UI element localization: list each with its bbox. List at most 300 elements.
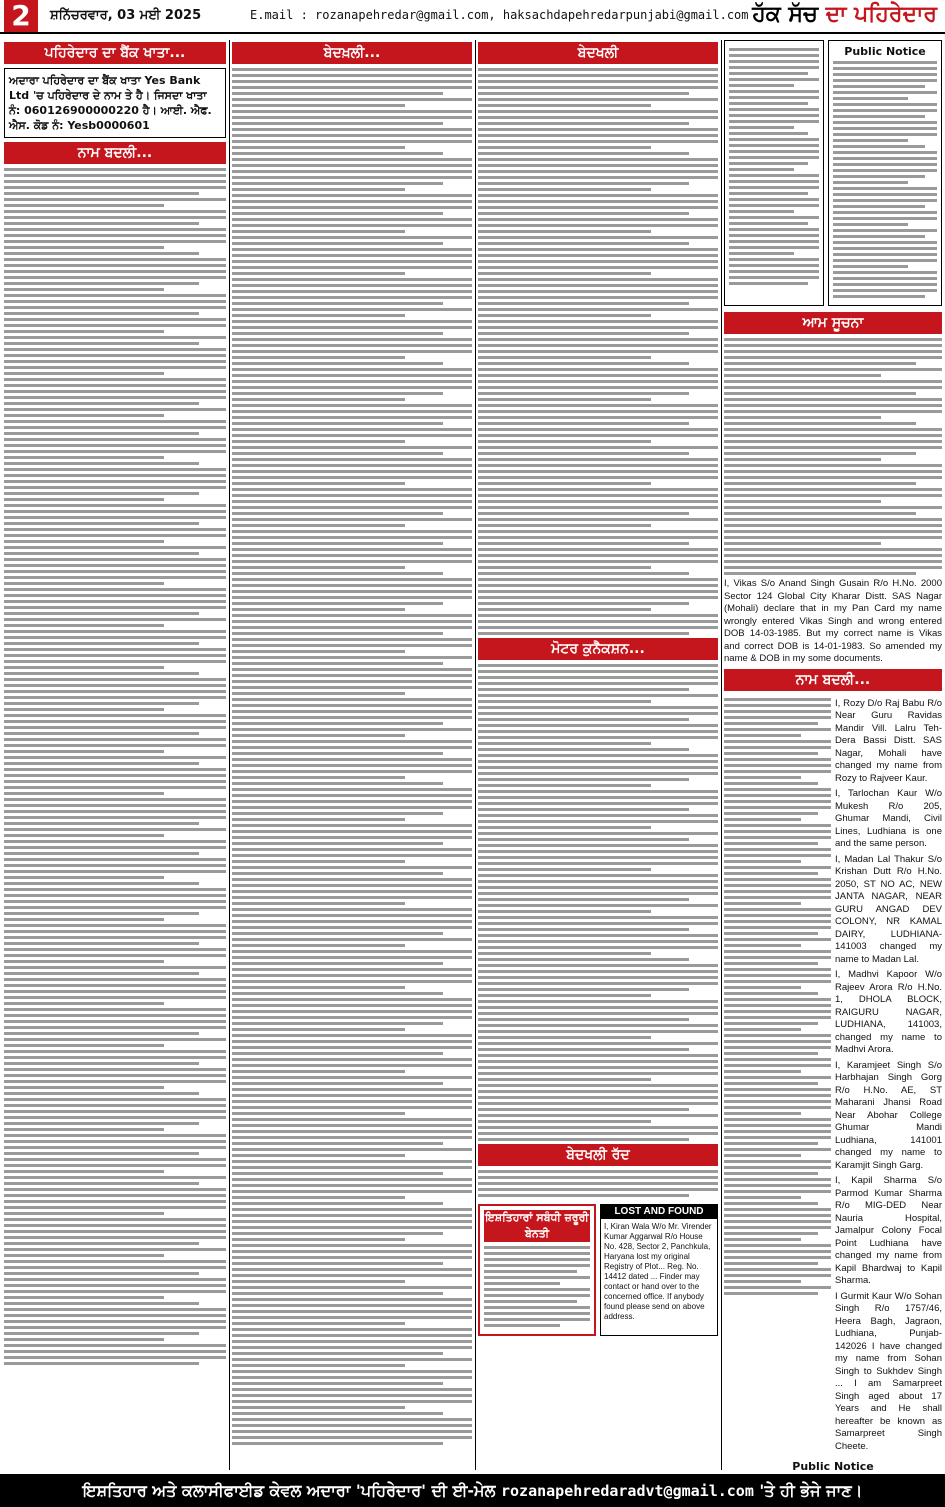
text-line <box>478 590 718 593</box>
text-line <box>232 662 443 665</box>
text-line <box>724 1256 831 1259</box>
text-line <box>478 904 718 907</box>
text-line <box>833 205 925 208</box>
text-line <box>4 630 226 633</box>
text-line <box>4 654 226 657</box>
text-line <box>478 892 718 895</box>
text-line <box>478 988 689 991</box>
text-line <box>4 990 226 993</box>
english-notice: I Gurmit Kaur W/o Sohan Singh R/o 1757/46, Heera Bagh, Jagraon, Ludhiana, Punjab-142026 I have changed my name from Sohan Singh to Sukhdev Singh ... I am Samarpreet Singh aged about 17 Years and He shall hereafter be known as Samarpreet Singh Cheete. <box>835 1290 942 1452</box>
public-notice-title: Public Notice <box>844 45 926 58</box>
text-line <box>478 1006 718 1009</box>
text-line <box>724 1172 818 1175</box>
eviction-notices-2 <box>478 68 718 635</box>
text-line <box>478 826 651 829</box>
text-line <box>4 732 199 735</box>
text-line <box>232 488 472 491</box>
text-line <box>724 440 942 443</box>
bank-account-box: ਅਦਾਰਾ ਪਹਿਰੇਦਾਰ ਦਾ ਬੈਂਕ ਖਾਤਾ Yes Bank Ltd 'ਚ ਪਹਿਰੇਦਾਰ ਦੇ ਨਾਮ ਤੇ ਹੈ। ਜਿਸਦਾ ਖਾਤਾ ਨੰ: 060126900000220 ਹੈ। ਆਈ. ਐਫ. ਐਸ. ਕੋਡ ਨੰ: Yesb0000601 <box>4 68 226 138</box>
text-line <box>232 566 405 569</box>
text-line <box>232 92 443 95</box>
text-line <box>478 146 651 149</box>
text-line <box>724 494 942 497</box>
text-line <box>478 446 718 449</box>
text-line <box>4 636 226 639</box>
text-line <box>232 404 472 407</box>
text-line <box>232 686 472 689</box>
text-line <box>232 1172 443 1175</box>
text-line <box>4 390 226 393</box>
text-line <box>724 566 942 569</box>
text-line <box>4 1188 226 1191</box>
text-line <box>729 210 794 213</box>
text-line <box>724 788 831 791</box>
text-line <box>724 740 831 743</box>
text-line <box>232 1298 472 1301</box>
text-line <box>729 66 819 69</box>
text-line <box>833 229 937 232</box>
text-line <box>478 152 689 155</box>
text-line <box>232 302 443 305</box>
text-line <box>478 356 651 359</box>
text-line <box>232 338 472 341</box>
text-line <box>724 1058 831 1061</box>
text-line <box>833 235 925 238</box>
text-line <box>232 200 472 203</box>
text-line <box>724 872 818 875</box>
name-change-english <box>835 695 942 1457</box>
text-line <box>724 392 916 395</box>
text-line <box>478 1030 718 1033</box>
text-line <box>4 1050 226 1053</box>
text-line <box>232 1430 472 1433</box>
text-line <box>724 422 916 425</box>
text-line <box>478 1024 718 1027</box>
text-line <box>478 694 718 697</box>
text-line <box>232 1088 472 1091</box>
text-line <box>232 1394 472 1397</box>
text-line <box>4 798 226 801</box>
text-line <box>724 1208 831 1211</box>
text-line <box>729 246 819 249</box>
text-line <box>4 1170 164 1173</box>
text-line <box>724 746 831 749</box>
footer-text-before: ਇਸ਼ਤਿਹਾਰ ਅਤੇ ਕਲਾਸੀਫਾਈਡ ਕੇਵਲ ਅਦਾਰਾ 'ਪਹਿਰੇਦਾਰ' ਦੀ ਈ-ਮੇਲ <box>82 1481 501 1500</box>
text-line <box>232 518 472 521</box>
text-line <box>4 1230 226 1233</box>
text-line <box>729 54 819 57</box>
text-line <box>724 1088 831 1091</box>
text-line <box>724 398 942 401</box>
general-notice-heading: ਆਮ ਸੂਚਨਾ <box>724 312 942 334</box>
text-line <box>232 1208 472 1211</box>
text-line <box>724 1196 801 1199</box>
text-line <box>478 224 718 227</box>
text-line <box>478 314 651 317</box>
issue-date: ਸ਼ਨਿੱਚਰਵਾਰ, 03 ਮਈ 2025 <box>50 8 202 23</box>
text-line <box>232 104 405 107</box>
text-line <box>724 524 942 527</box>
text-line <box>232 1388 472 1391</box>
text-line <box>4 708 164 711</box>
text-line <box>724 1094 831 1097</box>
text-line <box>232 386 472 389</box>
text-line <box>232 1328 472 1331</box>
text-line <box>4 672 199 675</box>
text-line <box>478 802 718 805</box>
text-line <box>833 67 937 70</box>
text-line <box>232 1046 472 1049</box>
text-line <box>232 1322 405 1325</box>
text-line <box>478 164 718 167</box>
text-line <box>232 248 472 251</box>
text-line <box>4 840 226 843</box>
text-line <box>724 482 916 485</box>
text-line <box>729 60 819 63</box>
text-line <box>232 326 472 329</box>
text-line <box>833 85 925 88</box>
text-line <box>729 126 794 129</box>
text-line <box>478 1182 718 1185</box>
text-line <box>729 168 794 171</box>
text-line <box>478 458 718 461</box>
text-line <box>478 982 718 985</box>
text-line <box>729 156 819 159</box>
text-line <box>232 1412 443 1415</box>
classified-text <box>4 168 226 1365</box>
text-line <box>4 294 226 297</box>
text-line <box>232 872 443 875</box>
text-line <box>232 260 472 263</box>
text-line <box>478 952 651 955</box>
text-line <box>478 470 718 473</box>
public-notice <box>828 40 942 306</box>
text-line <box>724 1178 831 1181</box>
contact-email: E.mail : rozanapehredar@gmail.com, haksachdapehredarpunjabi@gmail.com <box>250 8 749 22</box>
text-line <box>232 842 443 845</box>
text-line <box>4 246 164 249</box>
text-line <box>4 684 226 687</box>
text-line <box>232 914 472 917</box>
text-line <box>729 192 808 195</box>
text-line <box>833 139 908 142</box>
text-line <box>724 1262 818 1265</box>
text-line <box>4 402 199 405</box>
text-line <box>232 554 472 557</box>
text-line <box>232 698 472 701</box>
text-line <box>232 188 405 191</box>
text-line <box>232 578 472 581</box>
text-line <box>478 784 651 787</box>
text-line <box>232 1124 472 1127</box>
text-line <box>478 560 718 563</box>
text-line <box>232 392 443 395</box>
text-line <box>724 770 831 773</box>
text-line <box>729 138 819 141</box>
text-line <box>724 452 916 455</box>
text-line <box>4 1236 226 1239</box>
text-line <box>232 674 472 677</box>
text-line <box>4 1074 226 1077</box>
text-line <box>4 1350 226 1353</box>
text-line <box>232 1016 472 1019</box>
text-line <box>478 410 718 413</box>
text-line <box>4 504 226 507</box>
text-line <box>232 242 443 245</box>
motor-connection-notices <box>478 664 718 1141</box>
text-line <box>729 228 819 231</box>
text-line <box>232 236 472 239</box>
text-line <box>4 180 226 183</box>
text-line <box>484 1300 577 1303</box>
column-divider <box>229 40 230 1470</box>
text-line <box>724 1190 831 1193</box>
text-line <box>4 720 226 723</box>
text-line <box>724 1268 831 1271</box>
text-line <box>232 788 472 791</box>
text-line <box>724 782 818 785</box>
text-line <box>724 554 942 557</box>
text-line <box>724 890 831 893</box>
text-line <box>4 1248 226 1251</box>
text-line <box>478 1176 718 1179</box>
text-line <box>724 1214 831 1217</box>
text-line <box>833 157 937 160</box>
text-line <box>724 938 831 941</box>
text-line <box>4 546 226 549</box>
text-line <box>724 956 831 959</box>
text-line <box>232 1310 472 1313</box>
text-line <box>724 362 916 365</box>
text-line <box>729 258 819 261</box>
text-line <box>232 536 472 539</box>
text-line <box>4 414 164 417</box>
text-line <box>729 48 819 51</box>
text-line <box>478 706 718 709</box>
text-line <box>4 444 226 447</box>
text-line <box>232 1010 472 1013</box>
text-line <box>4 174 226 177</box>
text-line <box>232 416 472 419</box>
text-line <box>232 1304 472 1307</box>
text-line <box>478 140 718 143</box>
name-change-punjabi <box>724 695 831 1457</box>
text-line <box>724 1112 801 1115</box>
text-line <box>232 926 472 929</box>
text-line <box>232 818 405 821</box>
text-line <box>724 896 831 899</box>
text-line <box>4 516 226 519</box>
text-line <box>232 368 472 371</box>
text-line <box>4 366 226 369</box>
text-line <box>232 836 472 839</box>
text-line <box>478 614 718 617</box>
text-line <box>4 996 226 999</box>
text-line <box>724 926 831 929</box>
text-line <box>4 240 226 243</box>
text-line <box>478 676 718 679</box>
text-line <box>478 976 718 979</box>
text-line <box>478 730 718 733</box>
text-line <box>478 194 718 197</box>
text-line <box>232 284 472 287</box>
text-line <box>232 482 405 485</box>
text-line <box>232 68 472 71</box>
text-line <box>232 1268 472 1271</box>
text-line <box>232 1028 405 1031</box>
text-line <box>4 888 226 891</box>
text-line <box>724 1130 831 1133</box>
text-line <box>4 486 226 489</box>
text-line <box>724 752 818 755</box>
text-line <box>724 884 831 887</box>
text-line <box>478 1096 718 1099</box>
general-notices <box>724 338 942 575</box>
text-line <box>4 1272 199 1275</box>
text-line <box>478 1078 651 1081</box>
text-line <box>478 916 718 919</box>
text-line <box>232 584 472 587</box>
text-line <box>478 92 689 95</box>
text-line <box>232 86 472 89</box>
text-line <box>232 140 472 143</box>
text-line <box>478 584 718 587</box>
text-line <box>484 1306 590 1309</box>
text-line <box>833 103 937 106</box>
text-line <box>724 878 831 881</box>
text-line <box>478 868 651 871</box>
text-line <box>232 1238 405 1241</box>
text-line <box>4 468 226 471</box>
english-notice: I, Rozy D/o Raj Babu R/o Near Guru Ravidas Mandir Vill. Lalru Teh-Dera Bassi Distt. SAS Nagar, Mohali have changed my name from Rozy to Rajveer Kaur. <box>835 697 942 784</box>
column-divider <box>475 40 476 1470</box>
text-line <box>478 608 651 611</box>
text-line <box>4 624 164 627</box>
text-line <box>729 162 808 165</box>
text-line <box>724 434 942 437</box>
text-line <box>724 902 801 905</box>
text-line <box>4 690 226 693</box>
text-line <box>724 1064 831 1067</box>
text-line <box>478 500 718 503</box>
text-line <box>4 168 226 171</box>
text-line <box>4 1308 226 1311</box>
text-line <box>232 1316 472 1319</box>
text-line <box>4 564 226 567</box>
text-line <box>232 704 472 707</box>
text-line <box>232 770 472 773</box>
text-line <box>729 174 819 177</box>
text-line <box>4 1158 226 1161</box>
text-line <box>478 1048 689 1051</box>
text-line <box>232 494 472 497</box>
text-line <box>4 726 226 729</box>
text-line <box>232 1100 472 1103</box>
text-line <box>478 772 718 775</box>
text-line <box>232 1256 472 1259</box>
text-line <box>232 278 472 281</box>
text-line <box>4 864 226 867</box>
column-2 <box>232 40 472 1470</box>
text-line <box>4 696 226 699</box>
text-line <box>232 512 443 515</box>
text-line <box>478 700 651 703</box>
text-line <box>729 120 819 123</box>
text-line <box>724 1184 831 1187</box>
text-line <box>232 350 472 353</box>
text-line <box>232 1154 405 1157</box>
text-line <box>478 856 718 859</box>
text-line <box>232 1034 472 1037</box>
text-line <box>478 862 718 865</box>
text-line <box>478 886 718 889</box>
text-line <box>724 542 881 545</box>
lost-and-found-box <box>600 1204 718 1336</box>
text-line <box>729 240 819 243</box>
text-line <box>4 582 164 585</box>
text-line <box>232 1226 472 1229</box>
text-line <box>833 217 937 220</box>
text-line <box>729 282 808 285</box>
text-line <box>232 290 472 293</box>
text-line <box>232 782 443 785</box>
text-line <box>724 974 831 977</box>
ads-request-text <box>484 1246 590 1327</box>
text-line <box>232 632 443 635</box>
text-line <box>232 800 472 803</box>
text-line <box>478 284 718 287</box>
text-line <box>232 506 472 509</box>
lost-and-found-text: I, Kiran Wala W/o Mr. Virender Kumar Aggarwal R/o House No. 428, Sector 2, Panchkula, Haryana lost my original Registry of Plot... Reg. No. 14412 dated ... Finder may contact or hand over to the concerned office. If anybody found please send on above address. <box>604 1222 712 1321</box>
text-line <box>478 1102 718 1105</box>
text-line <box>232 602 443 605</box>
text-line <box>4 270 226 273</box>
text-line <box>729 252 794 255</box>
text-line <box>478 946 718 949</box>
text-line <box>4 660 226 663</box>
text-line <box>232 764 472 767</box>
text-line <box>478 1126 718 1129</box>
text-line <box>232 218 472 221</box>
text-line <box>478 832 718 835</box>
text-line <box>478 128 718 131</box>
text-line <box>4 1080 226 1083</box>
text-line <box>833 73 937 76</box>
text-line <box>484 1252 590 1255</box>
text-line <box>232 1280 405 1283</box>
text-line <box>729 144 819 147</box>
text-line <box>478 512 689 515</box>
eviction-notices <box>232 68 472 1445</box>
text-line <box>232 224 472 227</box>
text-line <box>478 1114 718 1117</box>
text-line <box>4 1194 226 1197</box>
text-line <box>232 1274 472 1277</box>
text-line <box>478 820 718 823</box>
text-line <box>478 790 718 793</box>
text-line <box>4 978 226 981</box>
text-line <box>232 440 405 443</box>
text-line <box>478 1012 718 1015</box>
text-line <box>478 332 689 335</box>
text-line <box>232 1166 472 1169</box>
text-line <box>4 186 226 189</box>
text-line <box>232 1184 472 1187</box>
text-line <box>478 572 689 575</box>
text-line <box>478 122 689 125</box>
text-line <box>232 902 405 905</box>
text-line <box>724 1106 831 1109</box>
